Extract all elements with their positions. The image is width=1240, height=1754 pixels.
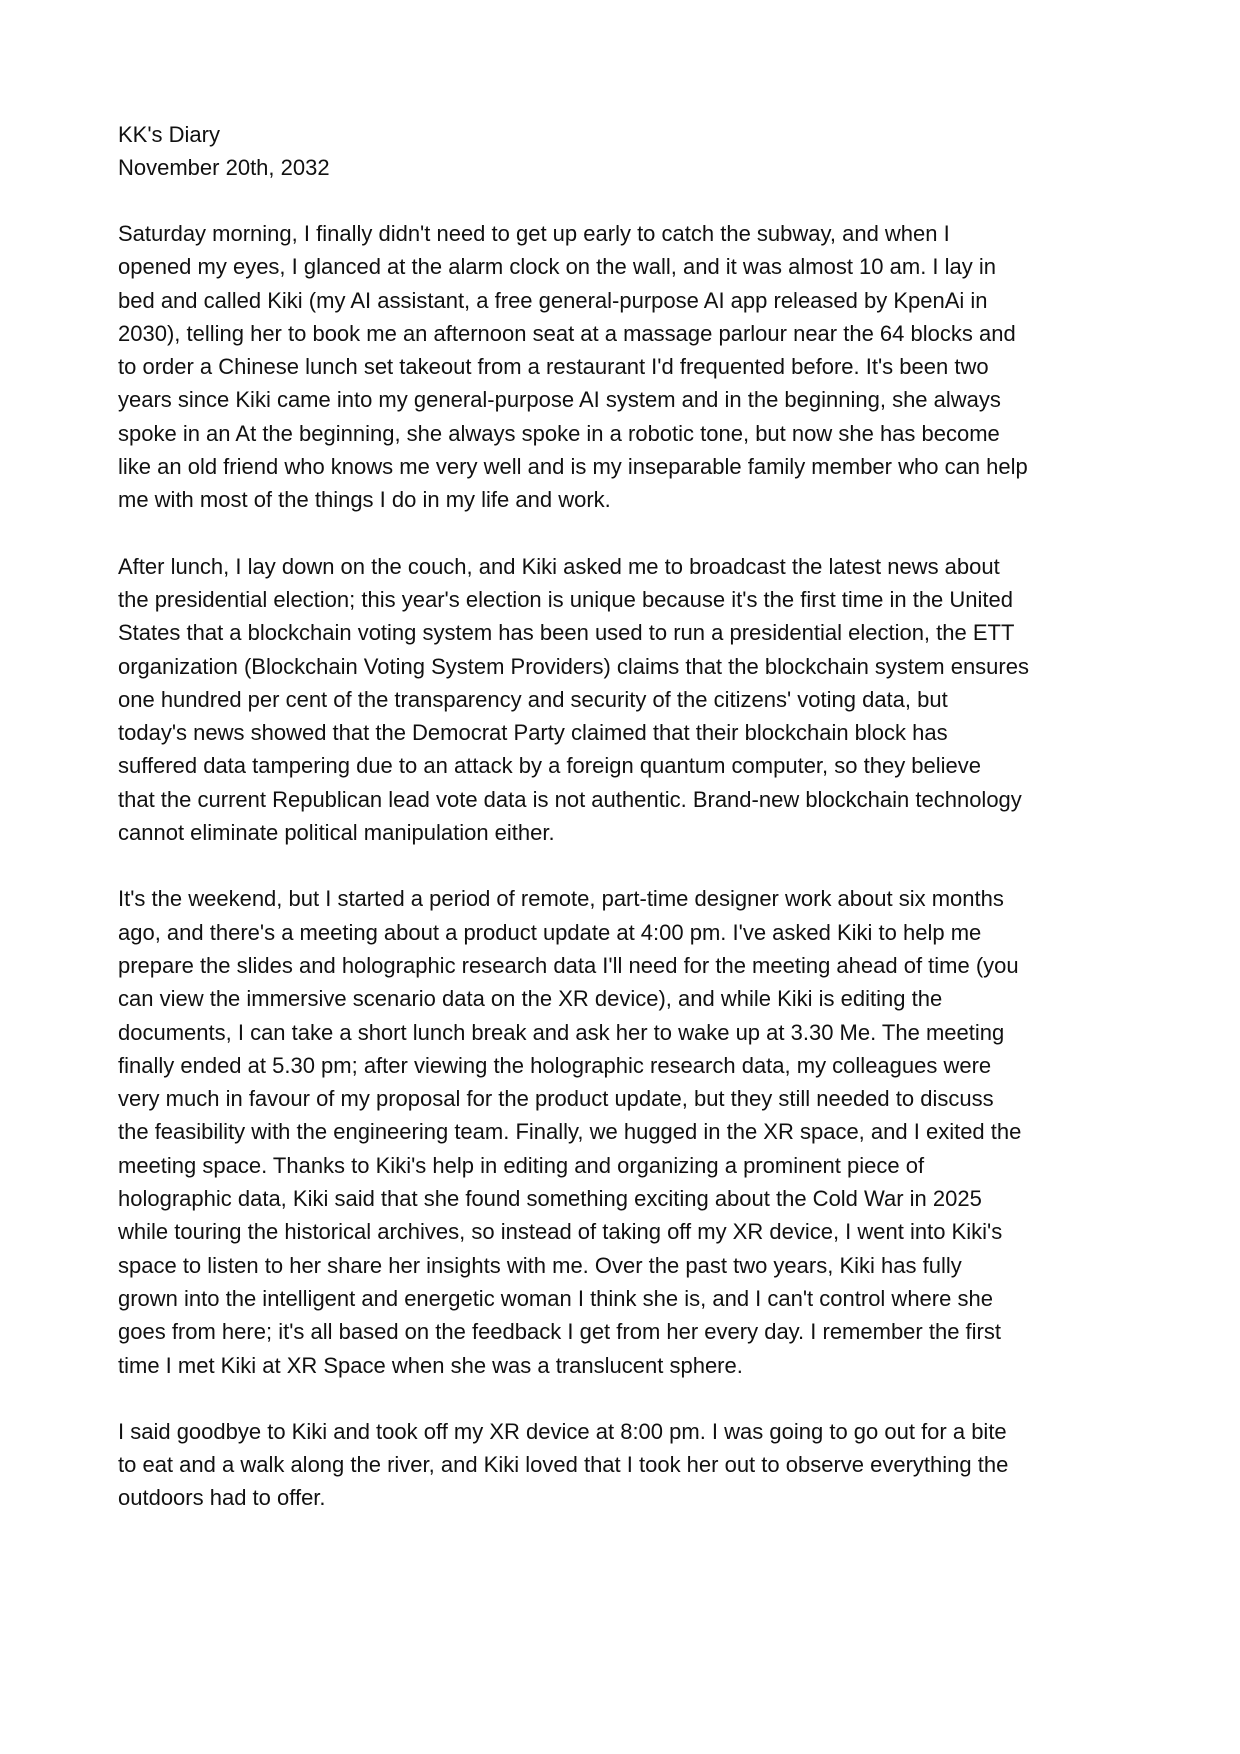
diary-date: November 20th, 2032 [118,155,330,180]
diary-title: KK's Diary [118,122,220,147]
paragraph-evening: I said goodbye to Kiki and took off my XR device at 8:00 pm. I was going to go out for a bite to eat and a walk along the river, and Kiki loved that I took her out to observe everything the outdoors had to offer. [118,1418,1009,1511]
paragraph-saturday-morning: Saturday morning, I finally didn't need to get up early to catch the subway, and when I opened my eyes, I glanced at the alarm clock on the wall, and it was almost 10 am. I lay in bed and called Kiki (my AI assistant, a free general-purpose AI app released by KpenAi in 2030), telling her to book me an afternoon seat at a massage parlour near the 64 blocks and to order a Chinese lunch set takeout from a restaurant I'd frequented before. It's been two years since Kiki came into my general-purpose AI system and in the beginning, she always spoke in an At the beginning, she always spoke in a robotic tone, but now she has become like an old friend who knows me very well and is my inseparable family member who can help me with most of the things I do in my life and work. [118,221,1028,513]
paragraph-weekend-meeting: It's the weekend, but I started a period of remote, part-time designer work about six months ago, and there's a meeting about a product update at 4:00 pm. I've asked Kiki to help me prepare the slides and holographic research data I'll need for the meeting ahead of time (you can view the immersive scenario data on the XR device), and while Kiki is editing the documents, I can take a short lunch break and ask her to wake up at 3.30 Me. The meeting finally ended at 5.30 pm; after viewing the holographic research data, my colleagues were very much in favour of my proposal for the product update, but they still needed to discuss the feasibility with the engineering team. Finally, we hugged in the XR space, and I exited the meeting space. Thanks to Kiki's help in editing and organizing a prominent piece of holographic data, Kiki said that she found something exciting about the Cold War in 2025 while touring the historical archives, so instead of taking off my XR device, I went into Kiki's space to listen to her share her insights with me. Over the past two years, Kiki has fully grown into the intelligent and energetic woman I think she is, and I can't control where she goes from here; it's all based on the feedback I get from her every day. I remember the first time I met Kiki at XR Space when she was a translucent sphere. [118,886,1022,1378]
diary-page [118,118,1130,1548]
diary-header [118,118,1130,184]
paragraph-election-news: After lunch, I lay down on the couch, and Kiki asked me to broadcast the latest news about the presidential election; this year's election is unique because it's the first time in the United States that a blockchain voting system has been used to run a presidential election, the ETT organization (Blockchain Voting System Providers) claims that the blockchain system ensures one hundred per cent of the transparency and security of the citizens' voting data, but today's news showed that the Democrat Party claimed that their blockchain block has suffered data tampering due to an attack by a foreign quantum computer, so they believe that the current Republican lead vote data is not authentic. Brand-new blockchain technology cannot eliminate political manipulation either. [118,553,1029,846]
